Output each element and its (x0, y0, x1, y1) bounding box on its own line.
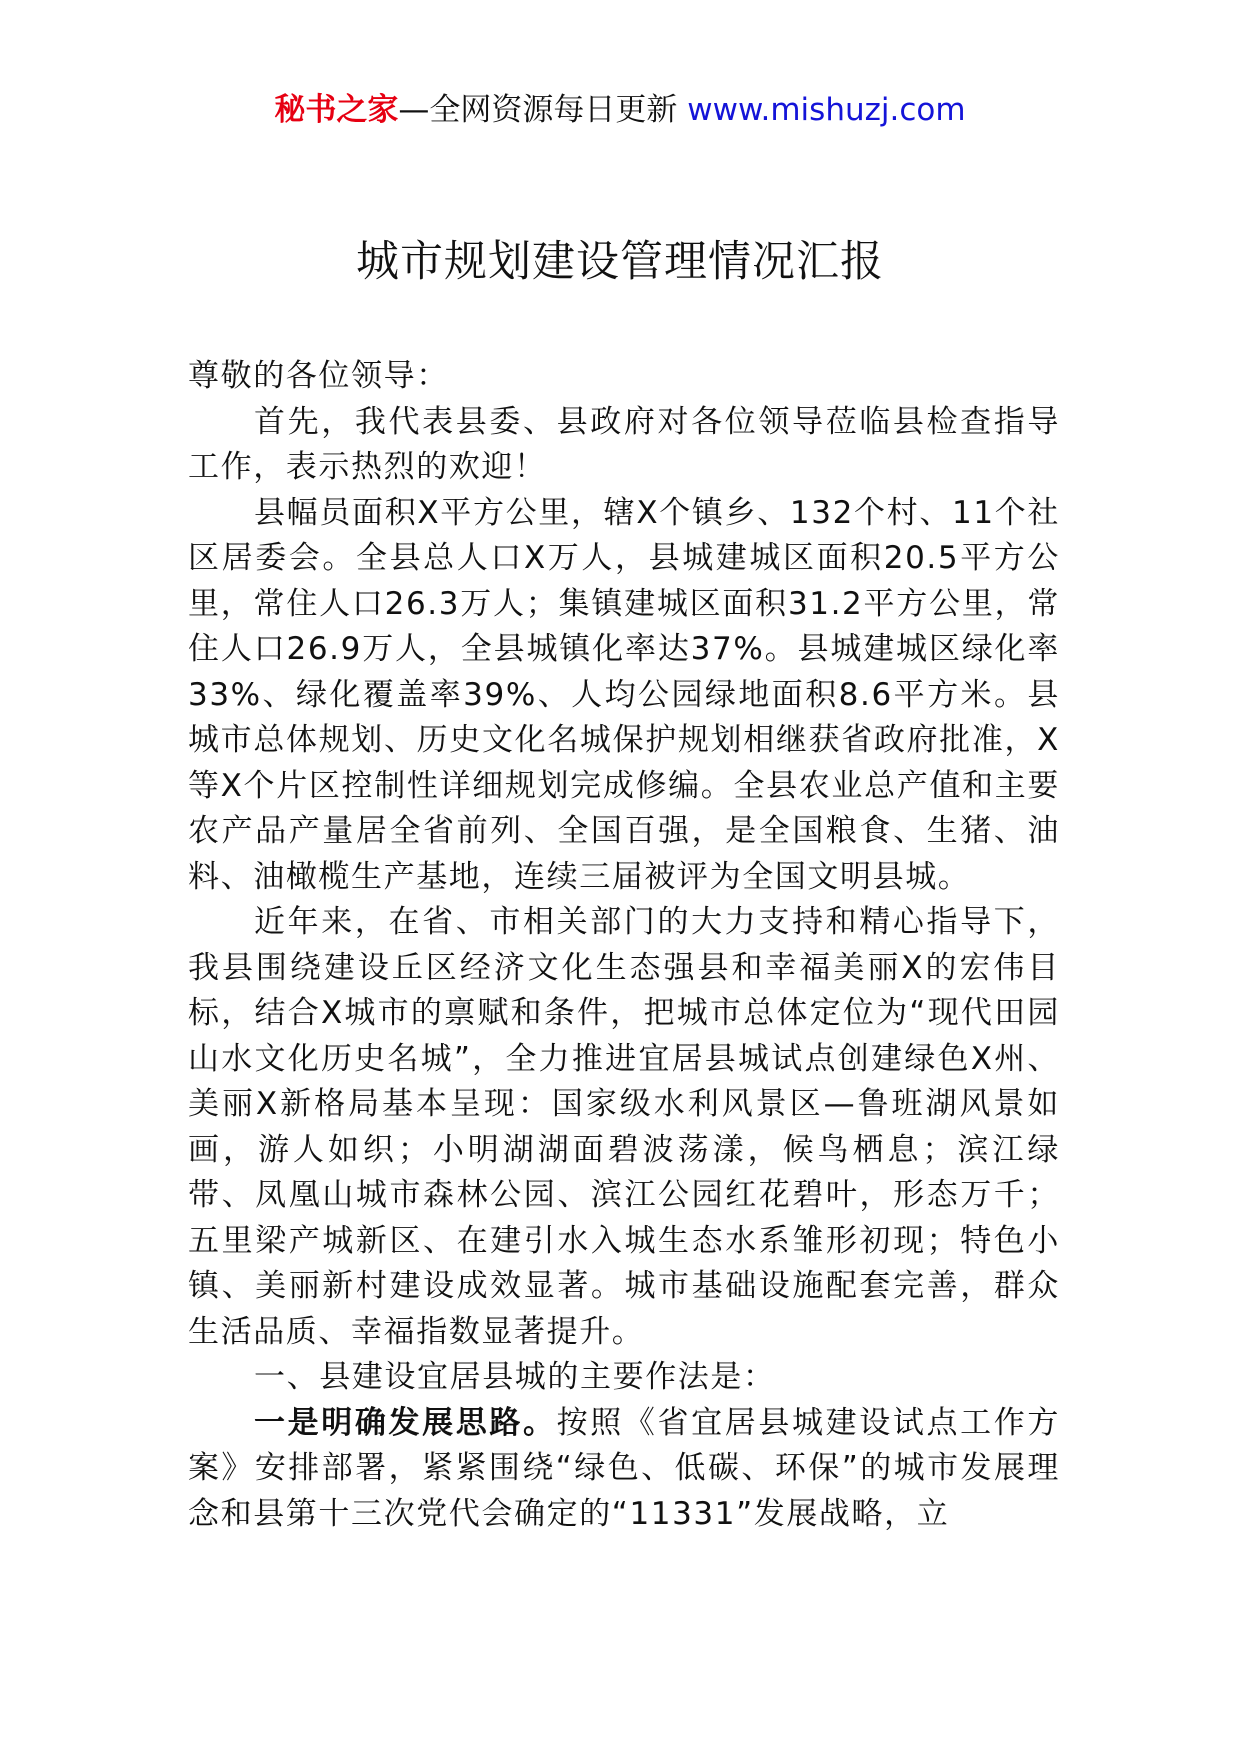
paragraph-welcome: 首先，我代表县委、县政府对各位领导莅临县检查指导工作，表示热烈的欢迎！ (188, 403, 1060, 485)
site-url-link[interactable]: www.mishuzj.com (687, 92, 966, 128)
paragraph-first-measure (188, 1401, 1060, 1538)
salutation: 尊敬的各位领导： (188, 358, 449, 394)
document-body (188, 354, 1060, 1537)
measure-lead: 一是明确发展思路。 (254, 1404, 557, 1441)
header-tagline: —全网资源每日更新 (398, 92, 688, 128)
brand-name: 秘书之家 (274, 92, 399, 128)
document-title: 城市规划建设管理情况汇报 (356, 237, 884, 287)
paragraph-overview: 县幅员面积X平方公里，辖X个镇乡、132个村、11个社区居委会。全县总人口X万人，县城建城区面积20.5平方公里，常住人口26.3万人；集镇建城区面积31.2平方公里，常住人口26.9万人，全县城镇化率达37%。县城建城区绿化率33%、绿化覆盖率39%、人均公园绿地面积8.6平方米。县城市总体规划、历史文化名城保护规划相继获省政府批准，X等X个片区控制性详细规划完成修编。全县农业总产值和主要农产品产量居全省前列、全国百强，是全国粮食、生猪、油料、油橄榄生产基地，连续三届被评为全国文明县城。 (188, 494, 1060, 895)
measure-text: 按照《省宜居县城建设试点工作方案》安排部署，紧紧围绕“绿色、低碳、环保”的城市发展理念和县第十三次党代会确定的“11331”发展战略，立 (188, 1404, 1061, 1532)
section-heading: 一、县建设宜居县城的主要作法是： (254, 1359, 776, 1395)
paragraph-achievements: 近年来，在省、市相关部门的大力支持和精心指导下，我县围绕建设丘区经济文化生态强县和幸福美丽X的宏伟目标，结合X城市的禀赋和条件，把城市总体定位为“现代田园山水文化历史名城”，全力推进宜居县城试点创建绿色X州、美丽X新格局基本呈现：国家级水利风景区—鲁班湖风景如画，游人如织；小明湖湖面碧波荡漾，候鸟栖息；滨江绿带、凤凰山城市森林公园、滨江公园红花碧叶，形态万千；五里梁产城新区、在建引水入城生态水系雏形初现；特色小镇、美丽新村建设成效显著。城市基础设施配套完善，群众生活品质、幸福指数显著提升。 (188, 904, 1060, 1350)
site-header (0, 88, 1240, 132)
